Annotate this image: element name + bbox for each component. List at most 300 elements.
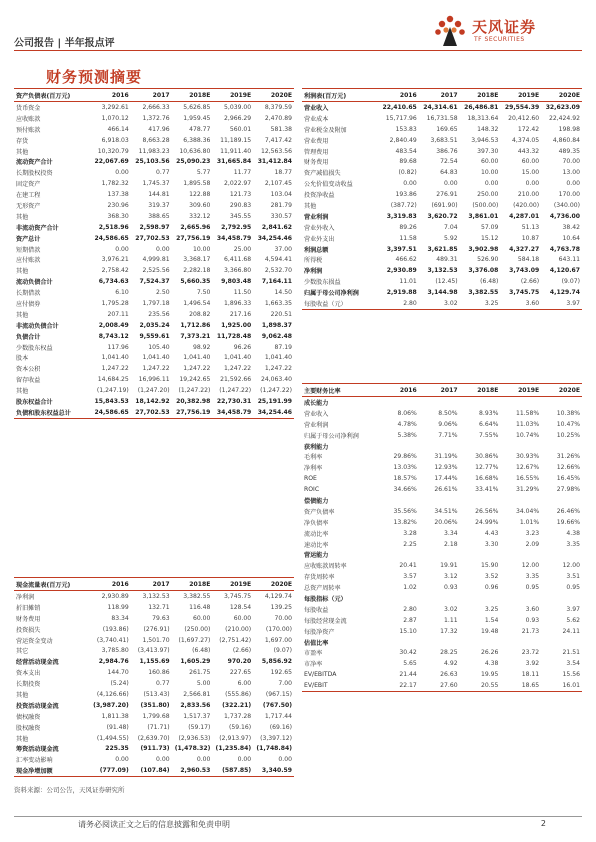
value-cell: (322.21): [222, 701, 252, 709]
value-cell: 584.18: [517, 256, 540, 264]
value-cell: 4,736.00: [549, 212, 580, 220]
table-row: [302, 200, 582, 211]
value-cell: 3.54: [566, 660, 580, 668]
value-cell: 148.32: [477, 125, 499, 133]
header-divider: [14, 50, 582, 51]
value-cell: 21,592.66: [220, 376, 252, 384]
value-cell: 1,795.28: [101, 299, 129, 307]
value-cell: 30.42: [399, 649, 417, 657]
row-label: ROIC: [304, 486, 320, 494]
row-label: 长期借款: [16, 290, 41, 298]
table-row: [14, 722, 294, 733]
value-cell: 6,411.68: [224, 256, 252, 264]
value-cell: 20,412.60: [508, 114, 540, 122]
value-cell: 8,663.28: [142, 136, 170, 144]
row-label: 估值比率: [304, 639, 329, 647]
value-cell: 0.00: [566, 180, 580, 188]
table-row: [302, 669, 582, 680]
footer-divider: [14, 816, 582, 817]
value-cell: 31,665.84: [216, 158, 252, 166]
value-cell: (1,697.27): [178, 636, 211, 644]
value-cell: 12.67%: [515, 464, 540, 472]
value-cell: 25,103.56: [135, 158, 170, 166]
value-cell: [500, 593, 541, 604]
value-cell: (1,748.84): [256, 745, 292, 753]
value-cell: 3,368.17: [183, 256, 211, 264]
value-cell: 30.93%: [515, 453, 540, 461]
value-cell: 3,621.85: [427, 245, 458, 253]
value-cell: 3.12: [444, 573, 458, 581]
value-cell: (5.24): [110, 680, 129, 688]
value-cell: 1,501.70: [142, 636, 170, 644]
table-row: [302, 604, 582, 615]
table-row: [302, 222, 582, 233]
value-cell: (2.66): [232, 647, 252, 655]
value-cell: 27,756.19: [172, 407, 213, 418]
value-cell: 13.82%: [393, 518, 417, 526]
table-row: [302, 539, 582, 550]
value-cell: 4.92: [444, 660, 458, 668]
table-row: [302, 506, 582, 517]
value-cell: 6.64%: [479, 420, 499, 428]
page-title: 财务预测摘要: [46, 68, 143, 86]
row-label: 资产减值损失: [304, 170, 341, 178]
table-row: [302, 102, 582, 113]
value-cell: 2,930.89: [101, 592, 129, 600]
value-cell: 3,976.21: [101, 256, 129, 264]
table-row: [14, 276, 294, 287]
value-cell: (170.00): [265, 625, 292, 633]
value-cell: 5,626.85: [183, 103, 211, 111]
row-label: 其它: [16, 648, 29, 656]
value-cell: [378, 549, 419, 560]
table-row: [302, 167, 582, 178]
value-cell: 2,518.96: [98, 223, 129, 231]
value-cell: 2,035.24: [139, 321, 170, 329]
table-row: [302, 408, 582, 419]
value-cell: 0.00: [196, 756, 211, 764]
value-cell: (767.50): [262, 701, 292, 709]
value-cell: 10.47%: [556, 420, 580, 428]
value-cell: 3.60: [500, 298, 541, 309]
value-cell: 208.82: [189, 310, 211, 318]
table-row: [14, 331, 294, 342]
row-label: 毛利率: [304, 454, 323, 462]
value-cell: 10,320.79: [97, 147, 129, 155]
value-cell: 16.55%: [515, 475, 540, 483]
value-cell: 970.20: [227, 658, 252, 666]
row-label: 资产负债率: [304, 508, 335, 516]
value-cell: 70.00: [562, 158, 580, 166]
table-row: [302, 658, 582, 669]
table-row: [14, 352, 294, 363]
value-cell: 3,745.75: [509, 289, 540, 297]
value-cell: (1,247.20): [137, 387, 170, 395]
row-label: 应付债券: [16, 300, 41, 308]
row-label: 非流动资产合计: [16, 224, 59, 232]
table-row: [302, 244, 582, 255]
value-cell: 4,120.67: [549, 267, 580, 275]
value-cell: 11,728.48: [216, 332, 252, 340]
value-cell: [419, 441, 460, 452]
value-cell: (500.00): [472, 201, 499, 209]
value-cell: [500, 495, 541, 506]
table-row: [14, 689, 294, 700]
value-cell: 15.90: [480, 562, 499, 570]
table-row: [14, 244, 294, 255]
row-label: 负债合计: [16, 333, 41, 341]
row-label: 营业收入: [304, 410, 329, 418]
value-cell: 9,559.61: [139, 332, 170, 340]
row-label: 流动比率: [304, 530, 329, 538]
row-label: 营业利润: [304, 421, 329, 429]
value-cell: (9.07): [273, 647, 292, 655]
value-cell: 192.65: [270, 669, 292, 677]
value-cell: 26.63: [440, 671, 458, 679]
value-cell: 57.09: [480, 223, 499, 231]
value-cell: 60.00: [480, 158, 499, 166]
value-cell: 3.60: [525, 605, 540, 613]
value-cell: 20.55: [460, 680, 501, 691]
value-cell: 26.26: [480, 649, 499, 657]
value-cell: 1,070.12: [101, 114, 129, 122]
value-cell: 27,702.53: [131, 407, 172, 418]
table-row: [302, 146, 582, 157]
cash-flow-table: [14, 577, 294, 777]
row-label: 汇率变动影响: [16, 757, 53, 765]
table-header-row: [302, 384, 582, 397]
row-label: 投资净收益: [304, 192, 335, 200]
table-row: [14, 733, 294, 744]
year-header: 2019E: [212, 578, 253, 591]
row-label: 在建工程: [16, 192, 41, 200]
value-cell: 1,041.40: [224, 354, 252, 362]
value-cell: 1,247.22: [101, 365, 129, 373]
value-cell: 466.62: [395, 256, 417, 264]
value-cell: 332.12: [189, 212, 211, 220]
row-label: 货币资金: [16, 104, 41, 112]
value-cell: 26.56%: [475, 507, 499, 515]
table-row: [14, 407, 294, 418]
value-cell: 2,984.76: [98, 658, 129, 666]
row-label: 营业成本: [304, 115, 329, 123]
value-cell: 22,410.65: [382, 103, 417, 111]
value-cell: 12.00: [521, 562, 540, 570]
logo-name-cn: 天风证券: [472, 18, 537, 36]
value-cell: 560.01: [229, 125, 252, 133]
row-label: 营业外收入: [304, 224, 335, 232]
table-row: [14, 700, 294, 711]
value-cell: (193.86): [102, 625, 129, 633]
value-cell: 15.56: [562, 671, 580, 679]
value-cell: (3,987.20): [93, 701, 129, 709]
value-cell: 2,966.29: [224, 114, 252, 122]
row-label: 营业利润: [304, 213, 329, 221]
value-cell: [378, 495, 419, 506]
value-cell: 5.65: [403, 660, 417, 668]
value-cell: (340.00): [553, 201, 580, 209]
value-cell: 122.88: [189, 191, 211, 199]
value-cell: 5.77: [196, 169, 211, 177]
value-cell: 11.77: [233, 169, 252, 177]
year-header: 2016: [378, 89, 419, 102]
table-row: [14, 711, 294, 722]
value-cell: [500, 441, 541, 452]
value-cell: 3.97: [566, 605, 580, 613]
value-cell: 1,041.40: [264, 354, 292, 362]
year-header: 2018E: [460, 89, 501, 102]
table-row: [302, 680, 582, 691]
value-cell: 3,745.75: [224, 592, 252, 600]
value-cell: 28.25: [440, 649, 458, 657]
value-cell: (2,639.70): [137, 734, 170, 742]
value-cell: 5.38%: [397, 431, 417, 439]
value-cell: 34.51%: [434, 507, 458, 515]
value-cell: 1,247.22: [264, 365, 292, 373]
table-row: [302, 571, 582, 582]
value-cell: 1,896.33: [224, 299, 252, 307]
table-row: [302, 397, 582, 408]
value-cell: 4,594.41: [264, 256, 292, 264]
value-cell: 193.86: [395, 191, 417, 199]
value-cell: 1,517.37: [183, 712, 211, 720]
value-cell: 5.62: [566, 616, 580, 624]
brand-logo: [432, 14, 552, 48]
row-label: 净利率: [304, 465, 323, 473]
value-cell: 198.98: [558, 125, 580, 133]
value-cell: 31,412.84: [257, 158, 292, 166]
value-cell: 1,925.00: [221, 321, 252, 329]
value-cell: 25,090.23: [176, 158, 211, 166]
value-cell: (107.84): [131, 765, 172, 776]
table-row: [14, 754, 294, 765]
value-cell: (12.45): [435, 278, 458, 286]
value-cell: (4,126.66): [96, 690, 129, 698]
value-cell: 15,717.96: [385, 114, 417, 122]
value-cell: 105.40: [148, 343, 170, 351]
value-cell: 27.60: [419, 680, 460, 691]
table-row: [14, 613, 294, 624]
table-row: [14, 342, 294, 353]
value-cell: 489.31: [436, 256, 458, 264]
table-row: [302, 178, 582, 189]
year-header: 2019E: [500, 89, 541, 102]
table-row: [14, 167, 294, 178]
value-cell: 35.56%: [393, 507, 417, 515]
year-header: 2020E: [253, 578, 294, 591]
value-cell: 489.35: [558, 147, 580, 155]
row-label: 经营活动现金流: [16, 659, 59, 667]
year-header: 2018E: [172, 89, 213, 102]
value-cell: 330.57: [270, 212, 292, 220]
value-cell: 4.43: [484, 529, 499, 537]
table-row: [14, 124, 294, 135]
disclaimer: 请务必阅读正文之后的信息披露和免责申明: [78, 820, 230, 829]
row-label: 其他: [16, 268, 29, 276]
value-cell: 12.93%: [434, 464, 458, 472]
table-row: [302, 615, 582, 626]
year-header: 2017: [131, 578, 172, 591]
value-cell: 10.74%: [515, 431, 540, 439]
table-row: [302, 495, 582, 506]
table-row: [14, 233, 294, 244]
value-cell: 2,008.49: [98, 321, 129, 329]
value-cell: 0.00: [278, 756, 292, 764]
value-cell: 169.65: [436, 125, 458, 133]
row-label: 营运能力: [304, 552, 329, 560]
value-cell: (6.48): [192, 647, 211, 655]
value-cell: 217.16: [229, 310, 252, 318]
value-cell: (1,235.84): [215, 745, 252, 753]
value-cell: 5,660.35: [180, 278, 211, 286]
value-cell: 25.00: [233, 245, 252, 253]
value-cell: 0.00: [444, 180, 458, 188]
value-cell: 290.83: [229, 201, 252, 209]
value-cell: (691.90): [431, 201, 458, 209]
value-cell: 24,586.65: [90, 407, 131, 418]
value-cell: 4.38: [566, 529, 580, 537]
table-row: [302, 156, 582, 167]
value-cell: 3.51: [566, 573, 580, 581]
row-label: 获利能力: [304, 443, 329, 451]
row-label: 其他: [16, 311, 29, 319]
table-row: [302, 430, 582, 441]
value-cell: 0.00: [525, 180, 540, 188]
value-cell: 2,840.49: [389, 136, 417, 144]
value-cell: 3,861.01: [468, 212, 499, 220]
table-row: [302, 626, 582, 637]
value-cell: 11,911.40: [220, 147, 252, 155]
value-cell: 2,833.56: [180, 701, 211, 709]
value-cell: 11.58%: [515, 409, 540, 417]
value-cell: 18,313.64: [467, 114, 499, 122]
value-cell: 15,843.53: [94, 397, 129, 405]
value-cell: 235.56: [148, 310, 170, 318]
table-row: [14, 113, 294, 124]
value-cell: 7.04: [444, 223, 458, 231]
row-label: 营业收入: [304, 104, 329, 112]
value-cell: 2,525.56: [142, 267, 170, 275]
value-cell: (59.17): [188, 723, 211, 731]
row-label: 净利润: [304, 268, 323, 276]
value-cell: 13.03%: [393, 464, 417, 472]
table-row: [302, 517, 582, 528]
value-cell: 8,743.12: [98, 332, 129, 340]
value-cell: 18.77: [274, 169, 292, 177]
value-cell: 3.02: [444, 605, 458, 613]
row-label: 净负债率: [304, 519, 329, 527]
value-cell: 2,758.42: [101, 267, 129, 275]
value-cell: 3,292.61: [101, 103, 129, 111]
row-label: 现金净增加额: [14, 765, 90, 776]
value-cell: 87.19: [274, 343, 292, 351]
value-cell: 1,041.40: [142, 354, 170, 362]
table-row: [14, 135, 294, 146]
row-label: 其他: [16, 691, 29, 699]
row-label: 应收账款: [16, 115, 41, 123]
year-header: 2017: [419, 89, 460, 102]
value-cell: 3.97: [541, 298, 582, 309]
value-cell: 29.86%: [393, 453, 417, 461]
value-cell: 7,417.42: [264, 136, 292, 144]
value-cell: 6,388.36: [183, 136, 211, 144]
value-cell: 643.11: [558, 256, 580, 264]
value-cell: (6.48): [480, 278, 499, 286]
table-row: [14, 602, 294, 613]
table-row: [302, 211, 582, 222]
value-cell: 4.38: [484, 660, 499, 668]
value-cell: (777.09): [90, 765, 131, 776]
value-cell: 1,898.37: [261, 321, 292, 329]
value-cell: (911.73): [140, 745, 170, 753]
value-cell: 19.66%: [556, 518, 580, 526]
value-cell: 16.68%: [475, 475, 499, 483]
row-label: 应收账款周转率: [304, 563, 347, 571]
value-cell: 117.96: [107, 343, 129, 351]
table-row: [14, 298, 294, 309]
value-cell: 0.00: [156, 756, 170, 764]
value-cell: 16.01: [541, 680, 582, 691]
value-cell: [460, 593, 501, 604]
row-label: 资本支出: [16, 670, 41, 678]
value-cell: 3,366.80: [224, 267, 252, 275]
value-cell: 18.11: [521, 671, 540, 679]
value-cell: 5,039.00: [224, 103, 252, 111]
value-cell: 1,959.45: [183, 114, 211, 122]
value-cell: 170.00: [558, 191, 580, 199]
value-cell: (69.16): [269, 723, 292, 731]
table-row: [14, 667, 294, 678]
value-cell: 10.38%: [556, 409, 580, 417]
table-row: [14, 591, 294, 602]
row-label: 归属于母公司净利润: [304, 432, 359, 440]
row-label: 财务费用: [16, 615, 41, 623]
table-row: [14, 211, 294, 222]
value-cell: (0.82): [398, 169, 417, 177]
table-row: [302, 254, 582, 265]
row-label: 营运资金变动: [16, 637, 53, 645]
report-header: 公司报告 | 半年报点评: [14, 38, 115, 49]
value-cell: 3,620.72: [427, 212, 458, 220]
value-cell: 3.57: [403, 573, 417, 581]
value-cell: 3.02: [419, 298, 460, 309]
value-cell: 34.66%: [393, 486, 417, 494]
value-cell: 23.72: [521, 649, 540, 657]
table-row: [302, 582, 582, 593]
value-cell: 12,563.56: [260, 147, 292, 155]
row-label: 短期借款: [16, 246, 41, 254]
value-cell: 34,458.79: [216, 234, 252, 242]
value-cell: [500, 549, 541, 560]
value-cell: 3.92: [525, 660, 540, 668]
value-cell: 11.50: [233, 289, 252, 297]
year-header: 2016: [90, 578, 131, 591]
value-cell: (3,397.12): [260, 734, 292, 742]
row-label: 股东权益合计: [16, 398, 53, 406]
value-cell: 26,486.81: [464, 103, 499, 111]
row-label: 营业费用: [304, 137, 329, 145]
value-cell: 210.00: [517, 191, 540, 199]
value-cell: 30.86%: [475, 453, 499, 461]
value-cell: 34.04%: [515, 507, 540, 515]
value-cell: 19.95: [480, 671, 499, 679]
value-cell: 8.50%: [438, 409, 458, 417]
table-row: [302, 287, 582, 298]
table-row: [14, 178, 294, 189]
table-row: [302, 637, 582, 648]
table-row: [302, 298, 582, 309]
row-label: 债权融资: [16, 713, 41, 721]
